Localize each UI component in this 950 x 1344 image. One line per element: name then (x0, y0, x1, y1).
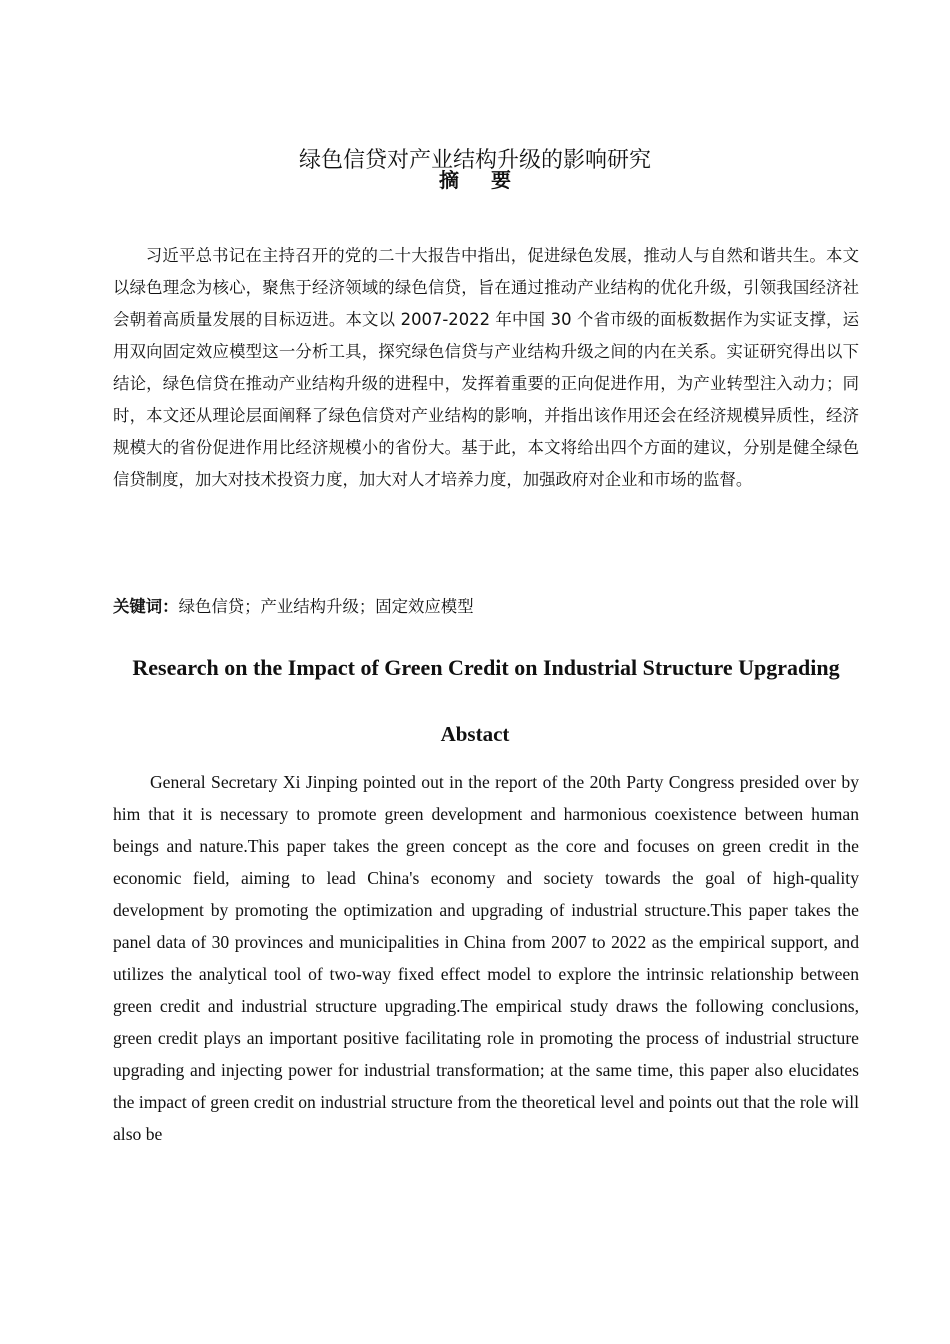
chinese-keywords-label: 关键词： (113, 597, 179, 616)
chinese-keywords-text: 绿色信贷；产业结构升级；固定效应模型 (178, 597, 474, 616)
english-abstract-body: General Secretary Xi Jinping pointed out in the report of the 20th Party Congress presided over by him that it is necessary to promote green development and harmonious coexistence between human beings and nature.This paper takes the green concept as the core and focuses on green credit in the economic field, aiming to lead China's economy and society towards the goal of high-quality development by promoting the optimization and upgrading of industrial structure.This paper takes the panel data of 30 provinces and municipalities in China from 2007 to 2022 as the empirical support, and utilizes the analytical tool of two-way fixed effect model to explore the intrinsic relationship between green credit and industrial structure upgrading.The empirical study draws the following conclusions, green credit plays an important positive facilitating role in promoting the process of industrial structure upgrading and injecting power for industrial transformation; at the same time, this paper also elucidates the impact of green credit on industrial structure from the theoretical level and points out that the role will also be (113, 772, 859, 1144)
english-title: Research on the Impact of Green Credit on Industrial Structure Upgrading (132, 655, 840, 680)
chinese-title: 绿色信贷对产业结构升级的影响研究 (298, 148, 651, 173)
english-abstract-heading: Abstact (440, 722, 510, 746)
chinese-abstract-heading-text: 摘要 (439, 168, 543, 192)
chinese-abstract-heading (0, 164, 950, 196)
chinese-abstract-body: 习近平总书记在主持召开的党的二十大报告中指出，促进绿色发展，推动人与自然和谐共生。本文以绿色理念为核心，聚焦于经济领域的绿色信贷，旨在通过推动产业结构的优化升级，引领我国经济社会朝着高质量发展的目标迈进。本文以 2007-2022 年中国 30 个省市级的面板数据作为实证支撑，运用双向固定效应模型这一分析工具，探究绿色信贷与产业结构升级之间的内在关系。实证研究得出以下结论，绿色信贷在推动产业结构升级的进程中，发挥着重要的正向促进作用，为产业转型注入动力；同时，本文还从理论层面阐释了绿色信贷对产业结构的影响，并指出该作用还会在经济规模异质性，经济规模大的省份促进作用比经济规模小的省份大。基于此，本文将给出四个方面的建议，分别是健全绿色信贷制度，加大对技术投资力度，加大对人才培养力度，加强政府对企业和市场的监督。 (113, 246, 859, 489)
chinese-keywords (113, 591, 859, 623)
